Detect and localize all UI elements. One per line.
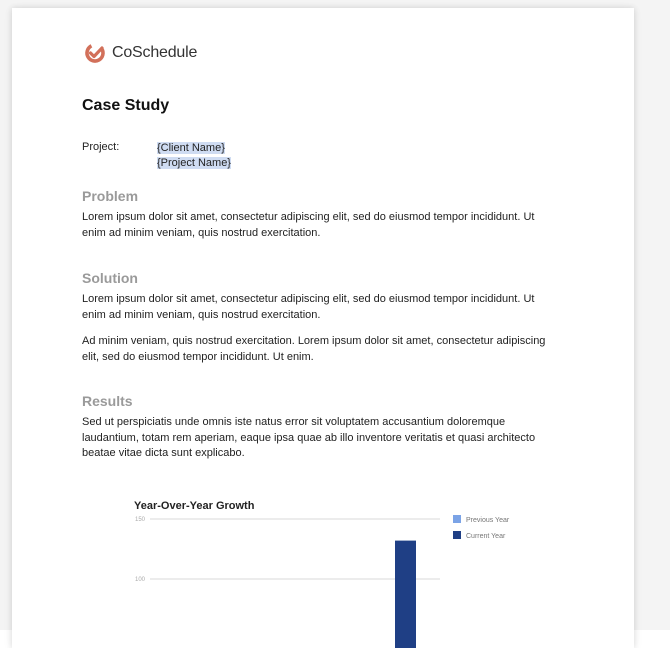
results-heading: Results	[82, 393, 133, 409]
y-tick-label: 150	[135, 517, 146, 523]
brand-name: CoSchedule	[112, 44, 198, 61]
solution-body-1: Lorem ipsum dolor sit amet, consectetur adipiscing elit, sed do eiusmod tempor incididunt. Ut enim ad minim veniam, quis nostrud exercitation.	[82, 293, 535, 321]
legend-swatch	[453, 531, 461, 539]
client-name-placeholder[interactable]: {Client Name}	[157, 142, 225, 154]
results-body: Sed ut perspiciatis unde omnis iste natus error sit voluptatem accusantium doloremque laudantium, totam rem aperiam, eaque ipsa quae ab illo inventore veritatis et quasi architecto beatae vitae dicta sunt explicabo.	[82, 416, 536, 459]
project-name-placeholder[interactable]: {Project Name}	[157, 157, 231, 169]
bar-current-year	[395, 541, 416, 648]
document-page	[12, 8, 634, 648]
y-tick-label: 100	[135, 577, 146, 583]
legend-label: Previous Year	[466, 517, 510, 524]
chart-title: Year-Over-Year Growth	[134, 500, 255, 512]
problem-body: Lorem ipsum dolor sit amet, consectetur adipiscing elit, sed do eiusmod tempor incididunt. Ut enim ad minim veniam, quis nostrud exercitation.	[82, 211, 535, 239]
problem-heading: Problem	[82, 188, 139, 204]
project-label: Project:	[82, 141, 120, 153]
legend-swatch	[453, 515, 461, 523]
solution-heading: Solution	[82, 270, 138, 286]
document-title: Case Study	[82, 97, 170, 114]
bar-chart	[12, 8, 634, 648]
legend-label: Current Year	[466, 533, 506, 540]
solution-body-2: Ad minim veniam, quis nostrud exercitation. Lorem ipsum dolor sit amet, consectetur adipiscing elit, sed do eiusmod tempor incididunt. Ut enim.	[82, 335, 546, 363]
